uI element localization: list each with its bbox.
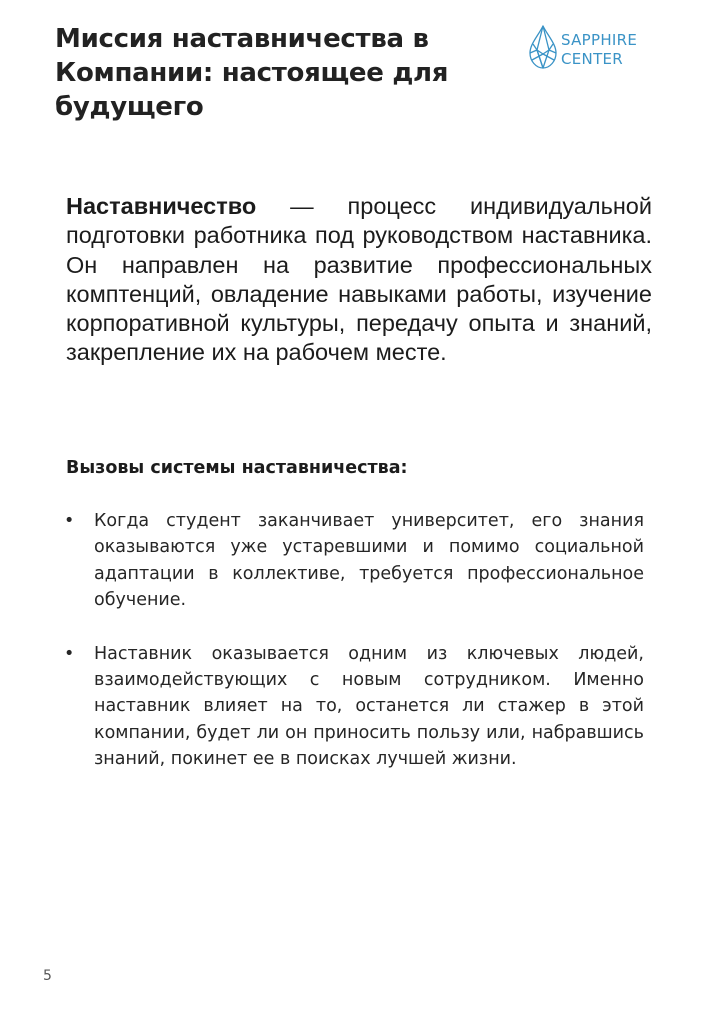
definition-term: Наставничество xyxy=(66,193,257,219)
definition-text: — процесс индивидуальной подготовки работника под руководством наставника. Он направлен на развитие профессиональных комптенций, овладение навыками работы, изучение корпоративной культуры, передачу опыта и знаний, закрепление их на рабочем месте. xyxy=(66,193,652,366)
bullet-icon: • xyxy=(64,511,75,531)
logo-line-2: CENTER xyxy=(561,50,624,68)
logo-line-1: SAPPHIRE xyxy=(561,31,638,49)
challenges-list xyxy=(62,508,644,800)
list-item-text: Когда студент заканчивает университет, его знания оказываются уже устаревшими и помимо социальной адаптации в коллективе, требуется профессиональное обучение. xyxy=(94,511,644,611)
sapphire-gem-icon xyxy=(527,24,559,70)
company-logo xyxy=(527,24,677,74)
page-number: 5 xyxy=(43,968,52,984)
page-title: Миссия наставничества в Компании: настоящее для будущего xyxy=(55,24,449,122)
bullet-icon: • xyxy=(64,643,75,664)
challenges-heading: Вызовы системы наставничества: xyxy=(66,458,408,478)
list-item xyxy=(62,508,644,614)
logo-wordmark xyxy=(561,31,637,69)
list-item xyxy=(62,641,644,773)
definition-paragraph xyxy=(66,192,652,368)
list-item-text: Наставник оказывается одним из ключевых людей, взаимодействующих с новым сотрудником. Именно наставник влияет на то, останется ли стажер в этой компании, будет ли он приносить пользу или, набравшись знаний, покинет ее в поисках лучшей жизни. xyxy=(94,643,644,770)
